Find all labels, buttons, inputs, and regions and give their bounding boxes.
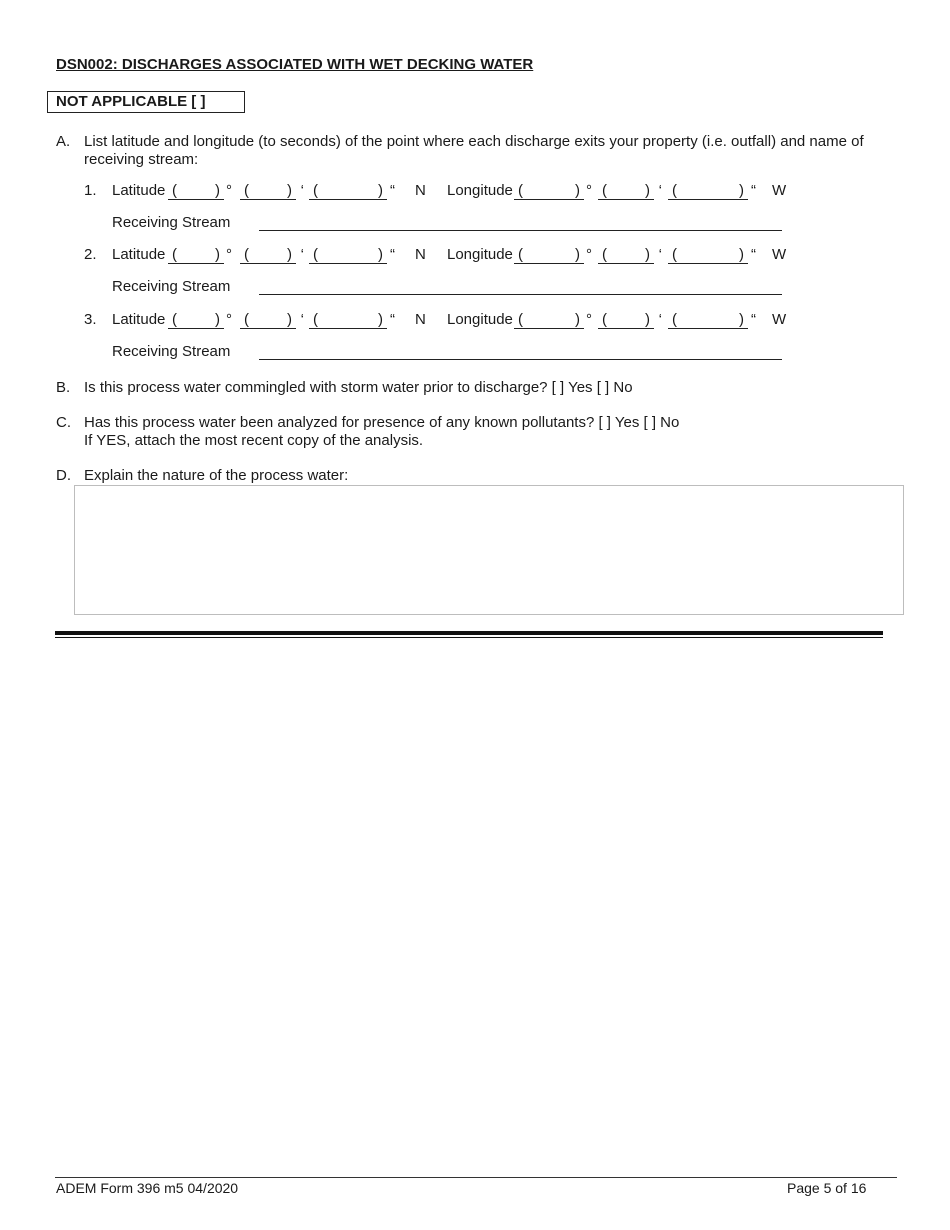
section-c-letter: C. xyxy=(56,414,71,431)
paren-open: ( xyxy=(602,246,607,263)
latitude-degrees-field[interactable] xyxy=(168,182,234,200)
unit-symbol: ‘ xyxy=(658,182,662,199)
latitude-seconds-field[interactable] xyxy=(309,246,397,264)
paren-open: ( xyxy=(244,311,249,328)
paren-close: ) xyxy=(215,182,220,199)
paren-open: ( xyxy=(244,182,249,199)
receiving-stream-field[interactable] xyxy=(259,294,782,295)
longitude-minutes-field[interactable] xyxy=(598,182,664,200)
longitude-label: Longitude xyxy=(447,246,513,263)
unit-symbol: ° xyxy=(586,311,592,328)
section-a-text-line2: receiving stream: xyxy=(84,151,199,168)
unit-symbol: ° xyxy=(226,182,232,199)
north-indicator: N xyxy=(415,311,426,328)
paren-open: ( xyxy=(602,311,607,328)
paren-close: ) xyxy=(739,246,744,263)
process-water-explanation-field[interactable] xyxy=(74,485,904,615)
paren-open: ( xyxy=(172,311,177,328)
paren-close: ) xyxy=(575,246,580,263)
unit-symbol: “ xyxy=(751,182,756,199)
field-underline xyxy=(309,328,387,329)
latitude-label: Latitude xyxy=(112,182,166,199)
unit-symbol: “ xyxy=(390,311,395,328)
latitude-label: Latitude xyxy=(112,311,166,328)
section-divider-thick xyxy=(55,631,883,635)
paren-close: ) xyxy=(575,311,580,328)
north-indicator: N xyxy=(415,246,426,263)
unit-symbol: ‘ xyxy=(300,311,304,328)
field-underline xyxy=(309,263,387,264)
longitude-label: Longitude xyxy=(447,182,513,199)
paren-open: ( xyxy=(313,311,318,328)
paren-close: ) xyxy=(378,311,383,328)
section-c-question[interactable]: Has this process water been analyzed for presence of any known pollutants? [ ] Yes [ ] No xyxy=(84,414,680,431)
latitude-seconds-field[interactable] xyxy=(309,311,397,329)
paren-open: ( xyxy=(518,311,523,328)
form-id: ADEM Form 396 m5 04/2020 xyxy=(56,1180,239,1196)
receiving-stream-field[interactable] xyxy=(259,359,782,360)
unit-symbol: “ xyxy=(390,246,395,263)
longitude-minutes-field[interactable] xyxy=(598,311,664,329)
field-underline xyxy=(668,328,748,329)
paren-close: ) xyxy=(575,182,580,199)
paren-close: ) xyxy=(287,311,292,328)
unit-symbol: ° xyxy=(586,246,592,263)
not-applicable-checkbox[interactable]: NOT APPLICABLE [ ] xyxy=(47,91,245,113)
longitude-seconds-field[interactable] xyxy=(668,311,758,329)
unit-symbol: ° xyxy=(226,246,232,263)
paren-open: ( xyxy=(518,246,523,263)
section-b-question[interactable]: Is this process water commingled with storm water prior to discharge? [ ] Yes [ ] No xyxy=(84,379,633,396)
latitude-minutes-field[interactable] xyxy=(240,246,306,264)
paren-close: ) xyxy=(287,182,292,199)
west-indicator: W xyxy=(772,311,787,328)
west-indicator: W xyxy=(772,182,787,199)
receiving-stream-field[interactable] xyxy=(259,230,782,231)
section-divider-thin xyxy=(55,637,883,638)
field-underline xyxy=(168,263,224,264)
paren-open: ( xyxy=(244,246,249,263)
paren-close: ) xyxy=(287,246,292,263)
paren-open: ( xyxy=(313,182,318,199)
field-underline xyxy=(598,263,654,264)
section-a-text-line1: List latitude and longitude (to seconds) of the point where each discharge exits your property (i.e. outfall) and name of xyxy=(84,133,864,150)
longitude-degrees-field[interactable] xyxy=(514,311,594,329)
latitude-degrees-field[interactable] xyxy=(168,311,234,329)
latitude-minutes-field[interactable] xyxy=(240,311,306,329)
paren-close: ) xyxy=(739,182,744,199)
entry-number: 2. xyxy=(84,246,97,263)
paren-open: ( xyxy=(672,182,677,199)
unit-symbol: “ xyxy=(390,182,395,199)
field-underline xyxy=(240,199,296,200)
field-underline xyxy=(240,328,296,329)
paren-open: ( xyxy=(518,182,523,199)
entry-number: 3. xyxy=(84,311,97,328)
section-c-note: If YES, attach the most recent copy of the analysis. xyxy=(84,432,424,449)
section-d-prompt: Explain the nature of the process water: xyxy=(84,467,349,484)
unit-symbol: “ xyxy=(751,311,756,328)
latitude-label: Latitude xyxy=(112,246,166,263)
field-underline xyxy=(168,199,224,200)
field-underline xyxy=(309,199,387,200)
latitude-minutes-field[interactable] xyxy=(240,182,306,200)
paren-close: ) xyxy=(215,311,220,328)
field-underline xyxy=(598,199,654,200)
paren-close: ) xyxy=(645,182,650,199)
north-indicator: N xyxy=(415,182,426,199)
unit-symbol: “ xyxy=(751,246,756,263)
longitude-seconds-field[interactable] xyxy=(668,246,758,264)
paren-close: ) xyxy=(645,311,650,328)
paren-open: ( xyxy=(602,182,607,199)
longitude-minutes-field[interactable] xyxy=(598,246,664,264)
field-underline xyxy=(240,263,296,264)
footer-divider xyxy=(55,1177,897,1178)
receiving-stream-label: Receiving Stream xyxy=(112,214,231,231)
field-underline xyxy=(668,199,748,200)
latitude-degrees-field[interactable] xyxy=(168,246,234,264)
unit-symbol: ‘ xyxy=(658,311,662,328)
paren-open: ( xyxy=(172,182,177,199)
section-a-letter: A. xyxy=(56,133,71,150)
page-title: DSN002: DISCHARGES ASSOCIATED WITH WET DECKING WATER xyxy=(56,56,534,73)
field-underline xyxy=(598,328,654,329)
field-underline xyxy=(514,199,584,200)
paren-open: ( xyxy=(313,246,318,263)
unit-symbol: ° xyxy=(586,182,592,199)
paren-open: ( xyxy=(672,311,677,328)
paren-close: ) xyxy=(378,246,383,263)
latitude-seconds-field[interactable] xyxy=(309,182,397,200)
unit-symbol: ‘ xyxy=(300,246,304,263)
paren-close: ) xyxy=(378,182,383,199)
longitude-degrees-field[interactable] xyxy=(514,246,594,264)
section-d-letter: D. xyxy=(56,467,71,484)
west-indicator: W xyxy=(772,246,787,263)
unit-symbol: ‘ xyxy=(658,246,662,263)
longitude-label: Longitude xyxy=(447,311,513,328)
paren-close: ) xyxy=(645,246,650,263)
paren-close: ) xyxy=(739,311,744,328)
longitude-seconds-field[interactable] xyxy=(668,182,758,200)
field-underline xyxy=(514,328,584,329)
paren-open: ( xyxy=(172,246,177,263)
field-underline xyxy=(168,328,224,329)
paren-open: ( xyxy=(672,246,677,263)
receiving-stream-label: Receiving Stream xyxy=(112,343,231,360)
page-number: Page 5 of 16 xyxy=(787,1180,867,1196)
section-b-letter: B. xyxy=(56,379,71,396)
unit-symbol: ° xyxy=(226,311,232,328)
longitude-degrees-field[interactable] xyxy=(514,182,594,200)
entry-number: 1. xyxy=(84,182,97,199)
field-underline xyxy=(514,263,584,264)
field-underline xyxy=(668,263,748,264)
unit-symbol: ‘ xyxy=(300,182,304,199)
paren-close: ) xyxy=(215,246,220,263)
receiving-stream-label: Receiving Stream xyxy=(112,278,231,295)
